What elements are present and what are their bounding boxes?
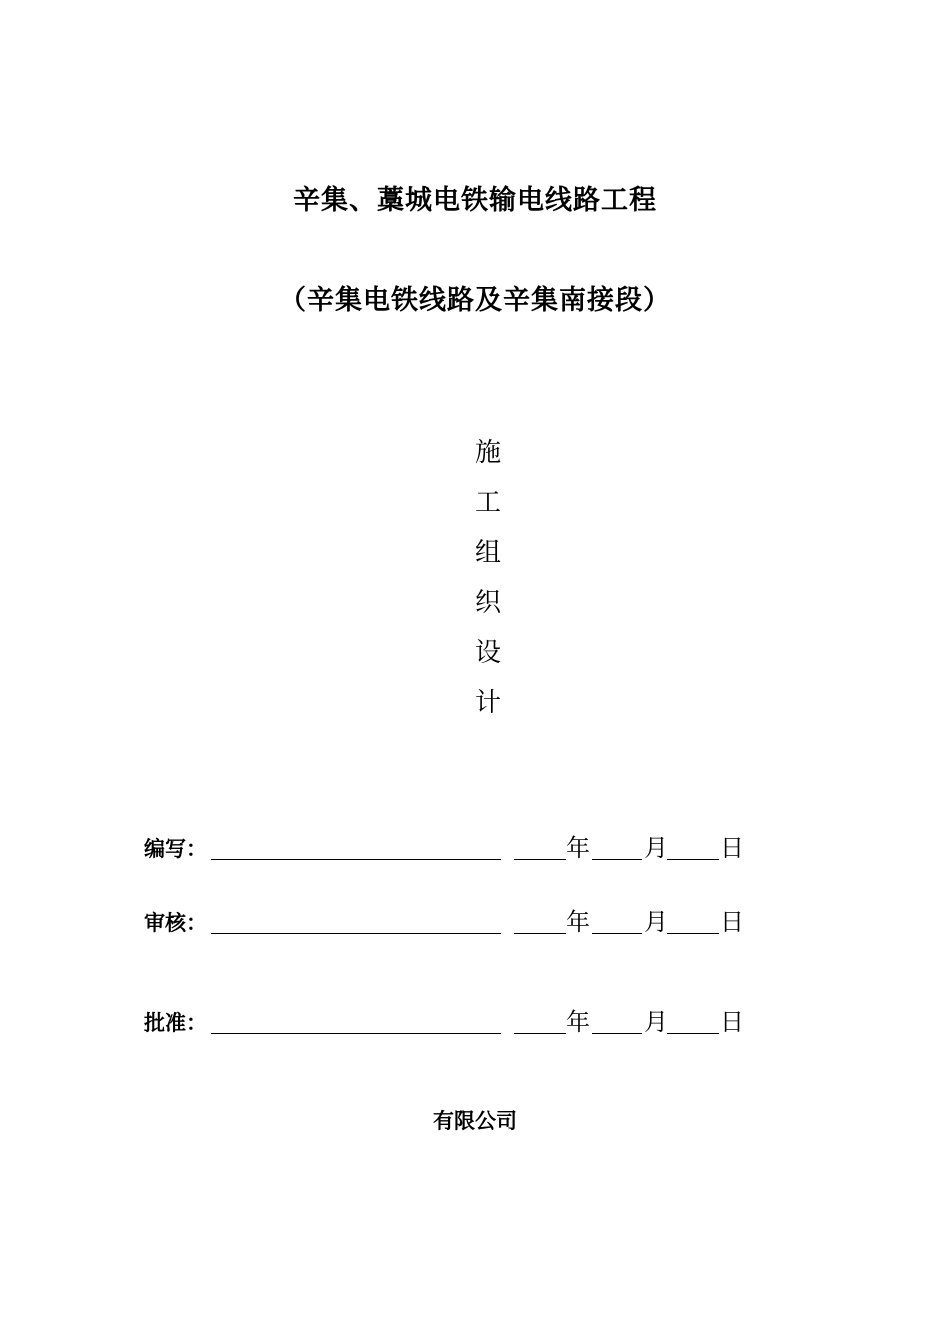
day-blank xyxy=(667,933,719,934)
signature-label: 批准： xyxy=(144,1010,207,1035)
vertical-heading-char: 设 xyxy=(474,638,501,668)
year-blank xyxy=(514,1033,566,1034)
vertical-heading-char: 施 xyxy=(474,438,501,468)
signature-name-line xyxy=(211,859,501,860)
signature-name-line xyxy=(211,933,501,934)
day-blank xyxy=(667,1033,719,1034)
document-subtitle: （辛集电铁线路及辛集南接段） xyxy=(279,285,671,316)
year-unit: 年 xyxy=(566,908,590,936)
month-unit: 月 xyxy=(644,1008,668,1036)
month-unit: 月 xyxy=(644,908,668,936)
vertical-heading-char: 组 xyxy=(474,538,501,568)
vertical-heading-char: 计 xyxy=(474,688,501,718)
signature-label: 编写： xyxy=(144,836,207,861)
signature-row-review xyxy=(144,906,784,940)
year-unit: 年 xyxy=(566,834,590,862)
signature-label: 审核： xyxy=(144,910,207,935)
month-unit: 月 xyxy=(644,834,668,862)
day-unit: 日 xyxy=(720,1008,744,1036)
signature-row-compile xyxy=(144,832,784,866)
signature-row-approve xyxy=(144,1006,784,1040)
vertical-heading xyxy=(462,428,514,728)
vertical-heading-char: 工 xyxy=(474,488,501,518)
month-blank xyxy=(592,859,642,860)
signature-name-line xyxy=(211,1033,501,1034)
company-name: 有限公司 xyxy=(433,1108,517,1133)
vertical-heading-char: 织 xyxy=(474,588,501,618)
day-unit: 日 xyxy=(720,908,744,936)
year-blank xyxy=(514,933,566,934)
day-blank xyxy=(667,859,719,860)
day-unit: 日 xyxy=(720,834,744,862)
month-blank xyxy=(592,933,642,934)
year-unit: 年 xyxy=(566,1008,590,1036)
month-blank xyxy=(592,1033,642,1034)
year-blank xyxy=(514,859,566,860)
document-title: 辛集、藁城电铁输电线路工程 xyxy=(293,185,657,216)
